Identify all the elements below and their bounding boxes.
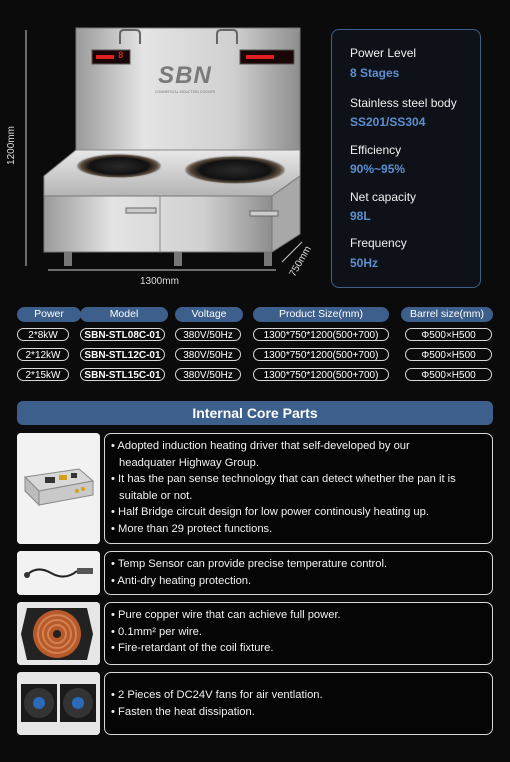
- table-row-2-barrel: Φ500×H500: [405, 348, 492, 361]
- spec-label-power-level: Power Level: [350, 46, 417, 60]
- table-header-size: Product Size(mm): [253, 307, 389, 322]
- table-header-model: Model: [80, 307, 168, 322]
- table-row-3-size: 1300*750*1200(500+700): [253, 368, 389, 381]
- spec-label-frequency: Frequency: [350, 236, 407, 250]
- table-header-voltage: Voltage: [175, 307, 243, 322]
- spec-value-capacity: 98L: [350, 209, 371, 223]
- driver-board-line-2: headquater Highway Group.: [119, 456, 259, 469]
- table-row-2-model: SBN-STL12C-01: [80, 348, 165, 361]
- cooling-fans-description: [104, 672, 493, 735]
- table-row-1-power: 2*8kW: [17, 328, 69, 341]
- driver-board-line-4: suitable or not.: [119, 489, 193, 502]
- table-row-1-barrel: Φ500×H500: [405, 328, 492, 341]
- temp-sensor-image: [17, 551, 100, 595]
- product-illustration: [0, 0, 320, 300]
- brand-subtitle: COMMERCIAL INDUCTION COOKER: [154, 90, 216, 94]
- spec-label-capacity: Net capacity: [350, 190, 417, 204]
- spec-value-power-level: 8 Stages: [350, 66, 400, 80]
- table-row-3-voltage: 380V/50Hz: [175, 368, 241, 381]
- table-header-barrel: Barrel size(mm): [401, 307, 493, 322]
- driver-board-image: [17, 433, 100, 544]
- cooling-fans-image: [17, 672, 100, 735]
- table-row-2-size: 1300*750*1200(500+700): [253, 348, 389, 361]
- driver-board-description: [104, 433, 493, 544]
- table-row-2-power: 2*12kW: [17, 348, 69, 361]
- spec-value-efficiency: 90%~95%: [350, 162, 406, 176]
- table-row-2-voltage: 380V/50Hz: [175, 348, 241, 361]
- height-dimension: 1200mm: [5, 126, 17, 165]
- spec-label-efficiency: Efficiency: [350, 143, 402, 157]
- brand-logo: [150, 63, 220, 95]
- driver-board-icon: [17, 433, 100, 544]
- cooling-fans-line-1: • 2 Pieces of DC24V fans for air ventlation.: [111, 687, 486, 704]
- brand-name: SBN: [158, 62, 212, 89]
- driver-board-line-5: • Half Bridge circuit design for low power continously heating up.: [111, 504, 486, 521]
- copper-coil-description: [104, 602, 493, 665]
- table-header-power: Power: [17, 307, 81, 322]
- table-row-1-size: 1300*750*1200(500+700): [253, 328, 389, 341]
- temp-sensor-icon: [17, 551, 100, 595]
- table-row-3-model: SBN-STL15C-01: [80, 368, 165, 381]
- table-row-3-barrel: Φ500×H500: [405, 368, 492, 381]
- temp-sensor-line-2: • Anti-dry heating protection.: [111, 573, 486, 590]
- driver-board-line-3: • It has the pan sense technology that can detect whether the pan it is: [111, 471, 486, 488]
- driver-board-line-1: • Adopted induction heating driver that self-developed by our: [111, 438, 486, 455]
- display-digit-left: 8: [118, 51, 124, 61]
- copper-coil-line-2: • 0.1mm² per wire.: [111, 624, 486, 641]
- induction-cooker-drawing: [0, 0, 320, 300]
- copper-coil-image: [17, 602, 100, 665]
- temp-sensor-line-1: • Temp Sensor can provide precise temperature control.: [111, 556, 486, 573]
- core-parts-banner: Internal Core Parts: [17, 401, 493, 425]
- spec-label-body: Stainless steel body: [350, 96, 457, 110]
- copper-coil-line-1: • Pure copper wire that can achieve full power.: [111, 607, 486, 624]
- spec-value-frequency: 50Hz: [350, 256, 379, 270]
- width-dimension: 1300mm: [140, 276, 179, 287]
- cooling-fans-line-2: • Fasten the heat dissipation.: [111, 704, 486, 721]
- depth-dimension: 750mm: [287, 244, 314, 279]
- driver-board-line-6: • More than 29 protect functions.: [111, 521, 486, 538]
- table-row-3-power: 2*15kW: [17, 368, 69, 381]
- table-row-1-voltage: 380V/50Hz: [175, 328, 241, 341]
- cooling-fans-icon: [17, 672, 100, 735]
- copper-coil-icon: [17, 602, 100, 665]
- spec-panel: [331, 29, 481, 288]
- spec-value-body: SS201/SS304: [350, 115, 426, 129]
- table-row-1-model: SBN-STL08C-01: [80, 328, 165, 341]
- copper-coil-line-3: • Fire-retardant of the coil fixture.: [111, 640, 486, 657]
- temp-sensor-description: [104, 551, 493, 595]
